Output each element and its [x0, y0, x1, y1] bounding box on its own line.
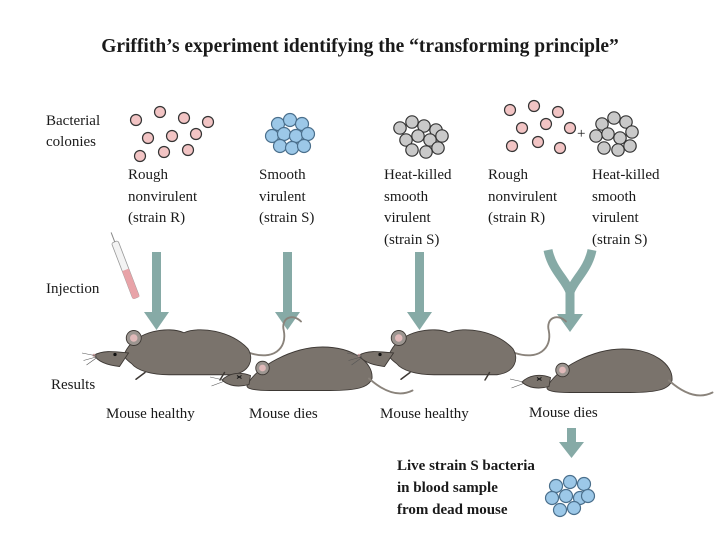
column-label-line: nonvirulent: [488, 188, 558, 205]
blood-sample-arrow: [559, 428, 584, 458]
rough-cell: [529, 101, 540, 112]
heat-killed-cell: [394, 122, 406, 134]
blood-sample-cell: [578, 478, 591, 491]
smooth-cell: [274, 140, 287, 153]
injection-arrow-1: [144, 252, 169, 330]
heat-killed-cell: [436, 130, 448, 142]
blood-sample-cell: [546, 492, 559, 505]
column-label-line: (strain R): [488, 210, 546, 226]
rough-cell: [159, 147, 170, 158]
column-label-line: Rough: [128, 167, 169, 183]
rough-cell: [131, 115, 142, 126]
heat-killed-cell: [420, 146, 432, 158]
syringe-icon: [108, 231, 140, 299]
bacterial-colonies-label-line-2: colonies: [46, 134, 96, 150]
mouse-dead-2: [510, 349, 713, 396]
rough-cell: [555, 143, 566, 154]
smooth-cell: [286, 142, 299, 155]
injection-arrow-3: [407, 252, 432, 330]
rough-cell: [191, 129, 202, 140]
heat-killed-cell: [412, 130, 424, 142]
bacterial-colonies-label-line-1: Bacterial: [46, 113, 101, 129]
result-4-label: Mouse dies: [529, 405, 598, 421]
heat-killed-cell: [624, 140, 636, 152]
column-label-line: virulent: [259, 188, 306, 205]
column-label-line: smooth: [592, 188, 637, 205]
result-3-label: Mouse healthy: [380, 406, 469, 422]
blood-sample-line-1: Live strain S bacteria: [397, 458, 535, 474]
smooth-cell: [298, 140, 311, 153]
heat-killed-cell: [406, 116, 418, 128]
blood-sample-cell: [582, 490, 595, 503]
column-label-line: virulent: [384, 210, 431, 226]
blood-sample-cell: [564, 476, 577, 489]
blood-sample-line-3: from dead mouse: [397, 502, 508, 518]
rough-cell: [179, 113, 190, 124]
heat-killed-cell: [590, 130, 602, 142]
rough-cell: [143, 133, 154, 144]
plus-sign: +: [577, 126, 586, 142]
column-label-line: (strain S): [592, 231, 648, 248]
heat-killed-cell: [432, 142, 444, 154]
rough-cell: [167, 131, 178, 142]
mouse-healthy-2: [347, 317, 566, 380]
smooth-cell: [278, 128, 291, 141]
heat-killed-cell: [602, 128, 614, 140]
column-label-line: (strain R): [128, 210, 186, 226]
column-label-line: Heat-killed: [384, 167, 452, 183]
blood-sample-cell: [550, 480, 563, 493]
column-label-line: (strain S): [384, 231, 440, 248]
heat-killed-cell: [612, 144, 624, 156]
heat-killed-cell: [626, 126, 638, 138]
column-label-line: Rough: [488, 167, 529, 183]
rough-cell: [517, 123, 528, 134]
column-label-line: smooth: [384, 188, 429, 205]
rough-cell: [183, 145, 194, 156]
result-2-label: Mouse dies: [249, 406, 318, 422]
blood-sample-line-2: in blood sample: [397, 480, 498, 496]
rough-cell: [533, 137, 544, 148]
rough-cell: [507, 141, 518, 152]
rough-cell: [565, 123, 576, 134]
injection-label: Injection: [46, 281, 100, 297]
smooth-cell: [284, 114, 297, 127]
rough-cell: [505, 105, 516, 116]
rough-cell: [135, 151, 146, 162]
blood-sample-cell: [554, 504, 567, 517]
column-label-line: nonvirulent: [128, 188, 198, 205]
rough-cell: [553, 107, 564, 118]
heat-killed-cell: [598, 142, 610, 154]
injection-arrow-combined: [548, 250, 592, 332]
rough-cell: [203, 117, 214, 128]
column-label-line: Smooth: [259, 167, 306, 183]
blood-sample-cell: [560, 490, 573, 503]
rough-cell: [541, 119, 552, 130]
blood-sample-cell: [568, 502, 581, 515]
heat-killed-cell: [406, 144, 418, 156]
smooth-cell: [302, 128, 315, 141]
rough-cell: [155, 107, 166, 118]
results-label: Results: [51, 377, 96, 393]
result-1-label: Mouse healthy: [106, 406, 195, 422]
diagram-title: Griffith’s experiment identifying the “transforming principle”: [101, 36, 619, 57]
column-label-line: (strain S): [259, 210, 315, 226]
column-label-line: Heat-killed: [592, 167, 660, 183]
heat-killed-cell: [608, 112, 620, 124]
column-label-line: virulent: [592, 210, 639, 226]
bacterial-colonies: [131, 101, 639, 517]
